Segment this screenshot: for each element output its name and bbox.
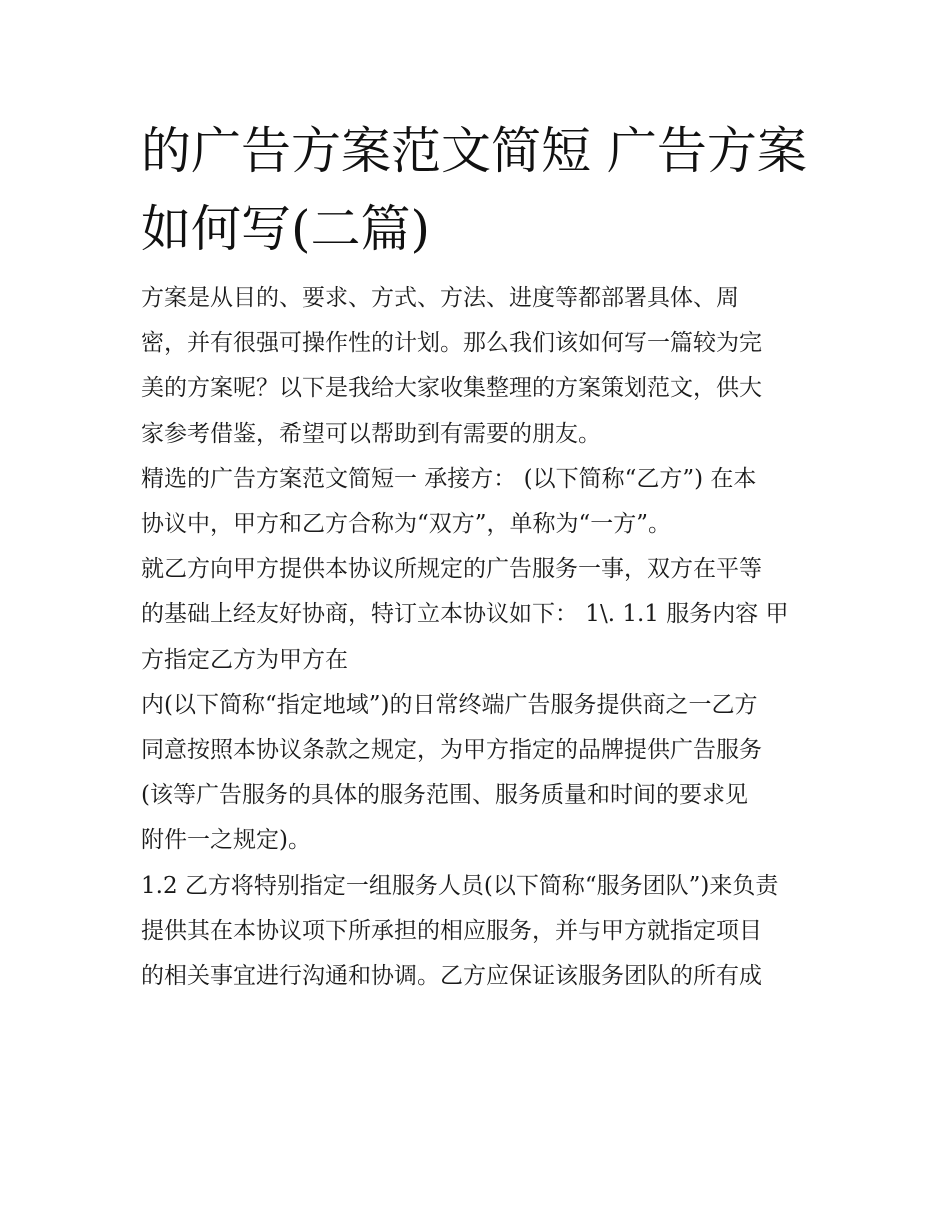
paragraph-agreement	[141, 547, 821, 683]
text-line: 的基础上经友好协商，特订立本协议如下： 1\. 1.1 服务内容 甲	[141, 601, 789, 628]
text-line: 提供其在本协议项下所承担的相应服务，并与甲方就指定项目	[141, 917, 762, 944]
text-line: 密，并有很强可操作性的计划。那么我们该如何写一篇较为完	[141, 330, 762, 357]
text-line: 精选的广告方案范文简短一 承接方： (以下简称“乙方”) 在本	[141, 465, 757, 492]
text-line: 方指定乙方为甲方在	[141, 646, 348, 673]
title-line-2: 如何写(二篇)	[141, 200, 431, 258]
text-line: 的相关事宜进行沟通和协调。乙方应保证该服务团队的所有成	[141, 963, 762, 990]
document-body	[141, 276, 821, 999]
text-line: 附件一之规定)。	[141, 827, 311, 854]
text-line: 1.2 乙方将特别指定一组服务人员(以下简称“服务团队”)来负责	[141, 872, 779, 899]
text-line: (该等广告服务的具体的服务范围、服务质量和时间的要求见	[141, 782, 748, 809]
paragraph-service-team	[141, 864, 821, 1000]
text-line: 家参考借鉴，希望可以帮助到有需要的朋友。	[141, 420, 601, 447]
paragraph-service-scope	[141, 683, 821, 864]
text-line: 就乙方向甲方提供本协议所规定的广告服务一事，双方在平等	[141, 556, 762, 583]
paragraph-parties	[141, 457, 821, 547]
text-line: 内(以下简称“指定地域”)的日常终端广告服务提供商之一乙方	[141, 691, 758, 718]
text-line: 方案是从目的、要求、方式、方法、进度等都部署具体、周	[141, 285, 739, 311]
text-line: 协议中，甲方和乙方合称为“双方”，单称为“一方”。	[141, 511, 672, 538]
paragraph-intro	[141, 276, 821, 457]
text-line: 美的方案呢？以下是我给大家收集整理的方案策划范文，供大	[141, 375, 762, 402]
title-line-1: 的广告方案范文简短 广告方案	[141, 122, 807, 180]
document-title	[141, 112, 821, 268]
text-line: 同意按照本协议条款之规定，为甲方指定的品牌提供广告服务	[141, 737, 762, 764]
